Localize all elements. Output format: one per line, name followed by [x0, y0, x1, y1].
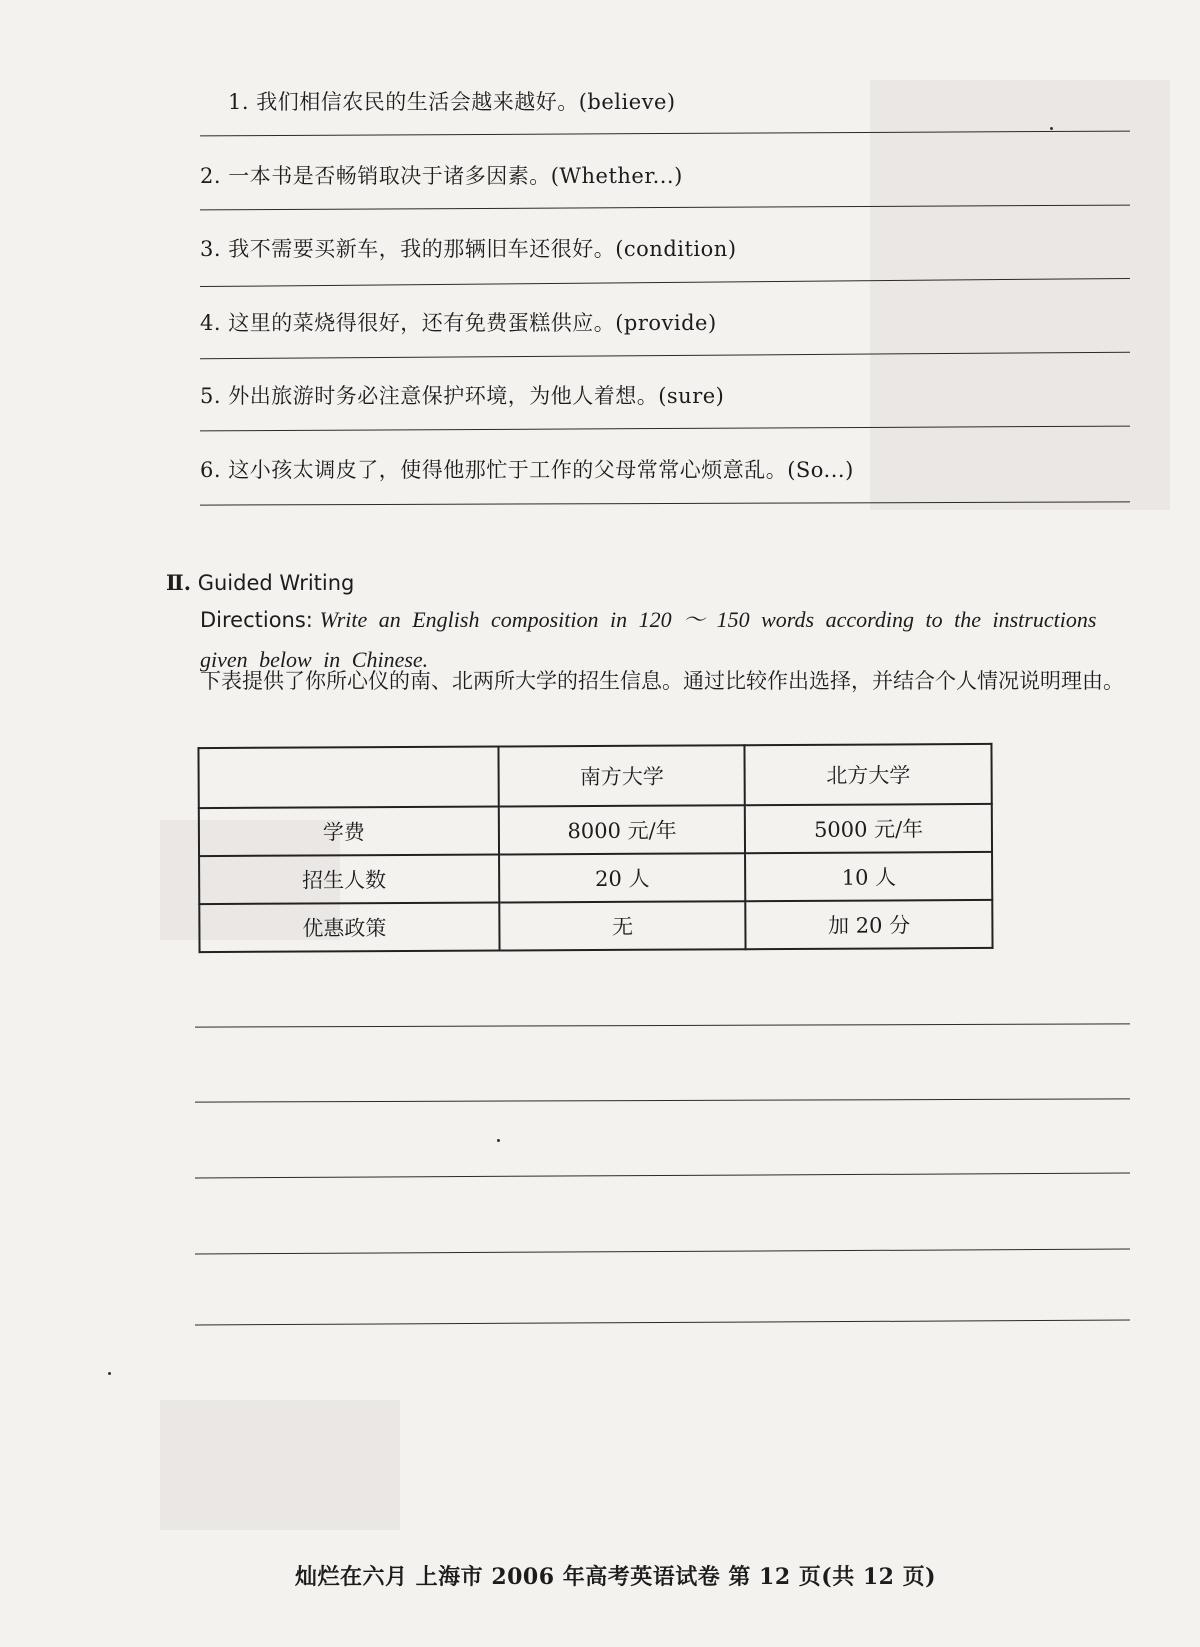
table-row-label: 招生人数: [199, 855, 499, 905]
directions-text: Write an English composition in 120 ～ 150 words according to the instructions given below in Chinese.: [200, 607, 1097, 672]
composition-line-2[interactable]: [195, 1098, 1130, 1102]
print-speck: [497, 1139, 500, 1142]
table-cell: 8000 元/年: [499, 805, 746, 854]
page-footer: 灿烂在六月 上海市 2006 年高考英语试卷 第 12 页(共 12 页): [295, 1564, 937, 1590]
section-heading: [166, 570, 354, 595]
section-numeral: Ⅱ.: [166, 570, 192, 595]
table-cell: 10 人: [745, 852, 992, 901]
bleed-through-shadow: [160, 1400, 400, 1530]
table-header-cell: 北方大学: [745, 744, 992, 805]
table-cell: 无: [499, 901, 746, 950]
translation-item-2: 2. 一本书是否畅销取决于诸多因素。(Whether...): [200, 164, 683, 188]
chinese-instruction: 下表提供了你所心仪的南、北两所大学的招生信息。通过比较作出选择，并结合个人情况说明理由。: [200, 669, 1124, 693]
directions-label: Directions:: [200, 608, 313, 632]
section-title: Guided Writing: [197, 571, 355, 595]
table-header-cell: 南方大学: [498, 745, 745, 806]
table-row: [199, 804, 992, 856]
table-header-row: [198, 744, 991, 808]
bleed-through-shadow: [870, 80, 1170, 510]
translation-item-3: 3. 我不需要买新车，我的那辆旧车还很好。(condition): [200, 237, 737, 261]
print-speck: [1050, 127, 1053, 130]
composition-line-1[interactable]: [195, 1023, 1130, 1027]
print-speck: [108, 1372, 111, 1375]
table-cell: 加 20 分: [746, 900, 993, 949]
table-row: [199, 900, 992, 952]
composition-line-3[interactable]: [195, 1173, 1130, 1179]
translation-item-4: 4. 这里的菜烧得很好，还有免费蛋糕供应。(provide): [200, 311, 717, 335]
translation-item-6: 6. 这小孩太调皮了，使得他那忙于工作的父母常常心烦意乱。(So...): [200, 458, 854, 482]
translation-item-5: 5. 外出旅游时务必注意保护环境，为他人着想。(sure): [200, 384, 725, 408]
table-cell: 5000 元/年: [745, 804, 992, 853]
table-row-label: 优惠政策: [199, 903, 499, 953]
table-cell: 20 人: [499, 853, 746, 902]
admission-info-table: [197, 743, 993, 953]
translation-item-1: 1. 我们相信农民的生活会越来越好。(believe): [228, 90, 676, 114]
composition-line-4[interactable]: [195, 1249, 1130, 1255]
table-row: [199, 852, 992, 904]
table-row-label: 学费: [199, 807, 499, 857]
composition-line-5[interactable]: [195, 1320, 1130, 1326]
table-header-cell: [198, 747, 498, 809]
